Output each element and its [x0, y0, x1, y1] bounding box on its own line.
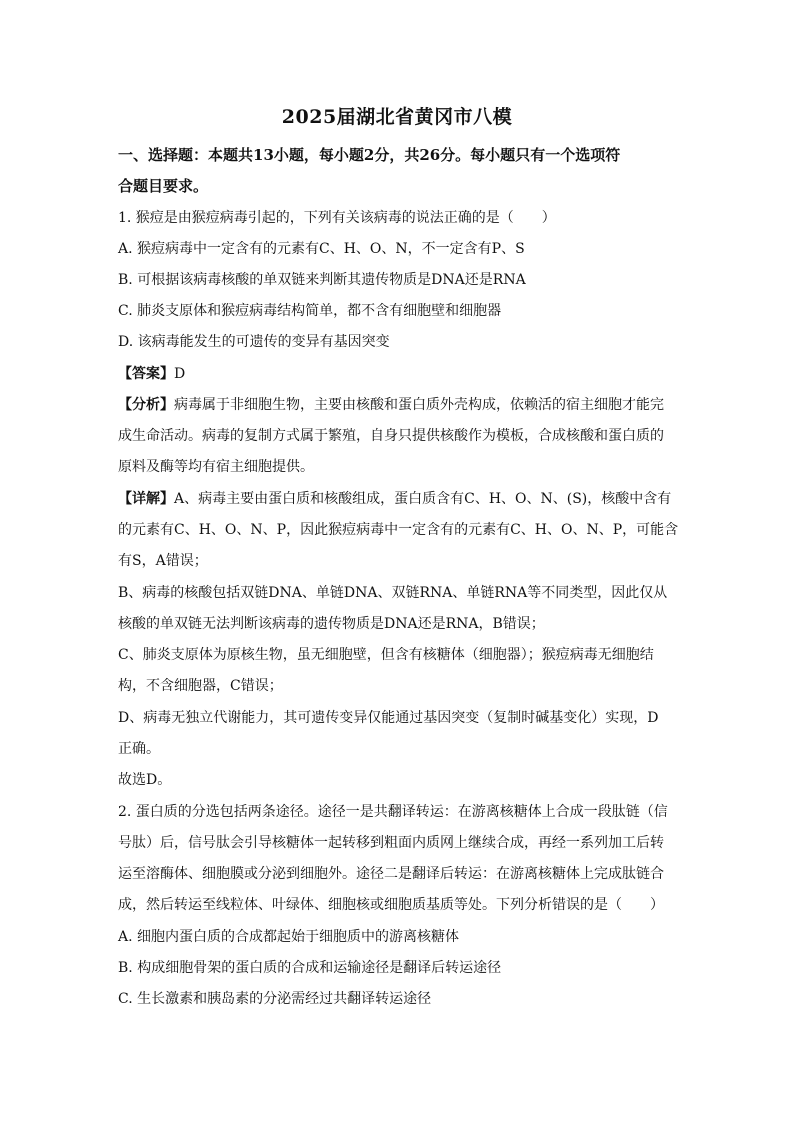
q1-stem: 1. 猴痘是由猴痘病毒引起的，下列有关该病毒的说法正确的是（ ）	[118, 210, 556, 226]
detail-tag: 【详解】	[118, 491, 174, 507]
section-heading-line-1: 一、选择题：本题共13小题，每小题2分，共26分。每小题只有一个选项符	[118, 146, 621, 164]
q2-stem-line-4: 成，然后转运至线粒体、叶绿体、细胞核或细胞质基质等处。下列分析错误的是（ ）	[118, 897, 664, 913]
detail-text: A、病毒主要由蛋白质和核酸组成，蛋白质含有C、H、O、N、(S)，核酸中含有	[174, 491, 672, 507]
q1-detail-line-8: D、病毒无独立代谢能力，其可遗传变异仅能通过基因突变（复制时碱基变化）实现，D	[118, 710, 659, 726]
q2-option-b: B. 构成细胞骨架的蛋白质的合成和运输途径是翻译后转运途径	[118, 960, 502, 976]
q1-option-c: C. 肺炎支原体和猴痘病毒结构简单，都不含有细胞壁和细胞器	[118, 303, 502, 319]
q1-conclusion: 故选D。	[118, 772, 172, 788]
q1-detail-line-5: 核酸的单双链无法判断该病毒的遗传物质是DNA还是RNA，B错误；	[118, 616, 545, 632]
q2-option-c: C. 生长激素和胰岛素的分泌需经过共翻译转运途径	[118, 991, 432, 1007]
q1-detail-line-9: 正确。	[118, 741, 160, 757]
q2-option-a: A. 细胞内蛋白质的合成都起始于细胞质中的游离核糖体	[118, 929, 460, 945]
q2-stem-line-2: 号肽）后，信号肽会引导核糖体一起转移到粗面内质网上继续合成，再经一系列加工后转	[118, 835, 664, 851]
answer-value: D	[174, 366, 186, 382]
analysis-text: 病毒属于非细胞生物，主要由核酸和蛋白质外壳构成，依赖活的宿主细胞才能完	[174, 397, 664, 413]
q1-detail-line-3: 有S，A错误；	[118, 553, 208, 569]
q1-analysis-line-2: 成生命活动。病毒的复制方式属于繁殖，自身只提供核酸作为模板，合成核酸和蛋白质的	[118, 428, 664, 444]
section-heading-line-2: 合题目要求。	[118, 177, 209, 195]
q1-detail-line-7: 构，不含细胞器，C错误；	[118, 678, 283, 694]
q1-answer	[118, 363, 185, 383]
q2-stem-line-1: 2. 蛋白质的分选包括两条途径。途径一是共翻译转运：在游离核糖体上合成一段肽链（信	[118, 804, 668, 820]
q1-detail-line-2: 的元素有C、H、O、N、P，因此猴痘病毒中一定含有的元素有C、H、O、N、P，可能含	[118, 522, 679, 538]
analysis-tag: 【分析】	[118, 397, 174, 413]
q1-analysis-line-3: 原料及酶等均有宿主细胞提供。	[118, 459, 314, 475]
page-title: 2025届湖北省黄冈市八模	[281, 106, 513, 128]
q1-option-d: D. 该病毒能发生的可遗传的变异有基因突变	[118, 334, 390, 350]
q1-detail-line-6: C、肺炎支原体为原核生物，虽无细胞壁，但含有核糖体（细胞器）；猴痘病毒无细胞结	[118, 647, 654, 663]
q1-detail-line-1	[118, 488, 671, 508]
q1-detail-line-4: B、病毒的核酸包括双链DNA、单链DNA、双链RNA、单链RNA等不同类型，因此仅从	[118, 585, 668, 601]
answer-tag: 【答案】	[118, 366, 174, 382]
q1-option-a: A. 猴痘病毒中一定含有的元素有C、H、O、N，不一定含有P、S	[118, 241, 525, 257]
q1-analysis-line-1	[118, 394, 664, 414]
q1-option-b: B. 可根据该病毒核酸的单双链来判断其遗传物质是DNA还是RNA	[118, 272, 526, 288]
q2-stem-line-3: 运至溶酶体、细胞膜或分泌到细胞外。途径二是翻译后转运：在游离核糖体上完成肽链合	[118, 866, 664, 882]
